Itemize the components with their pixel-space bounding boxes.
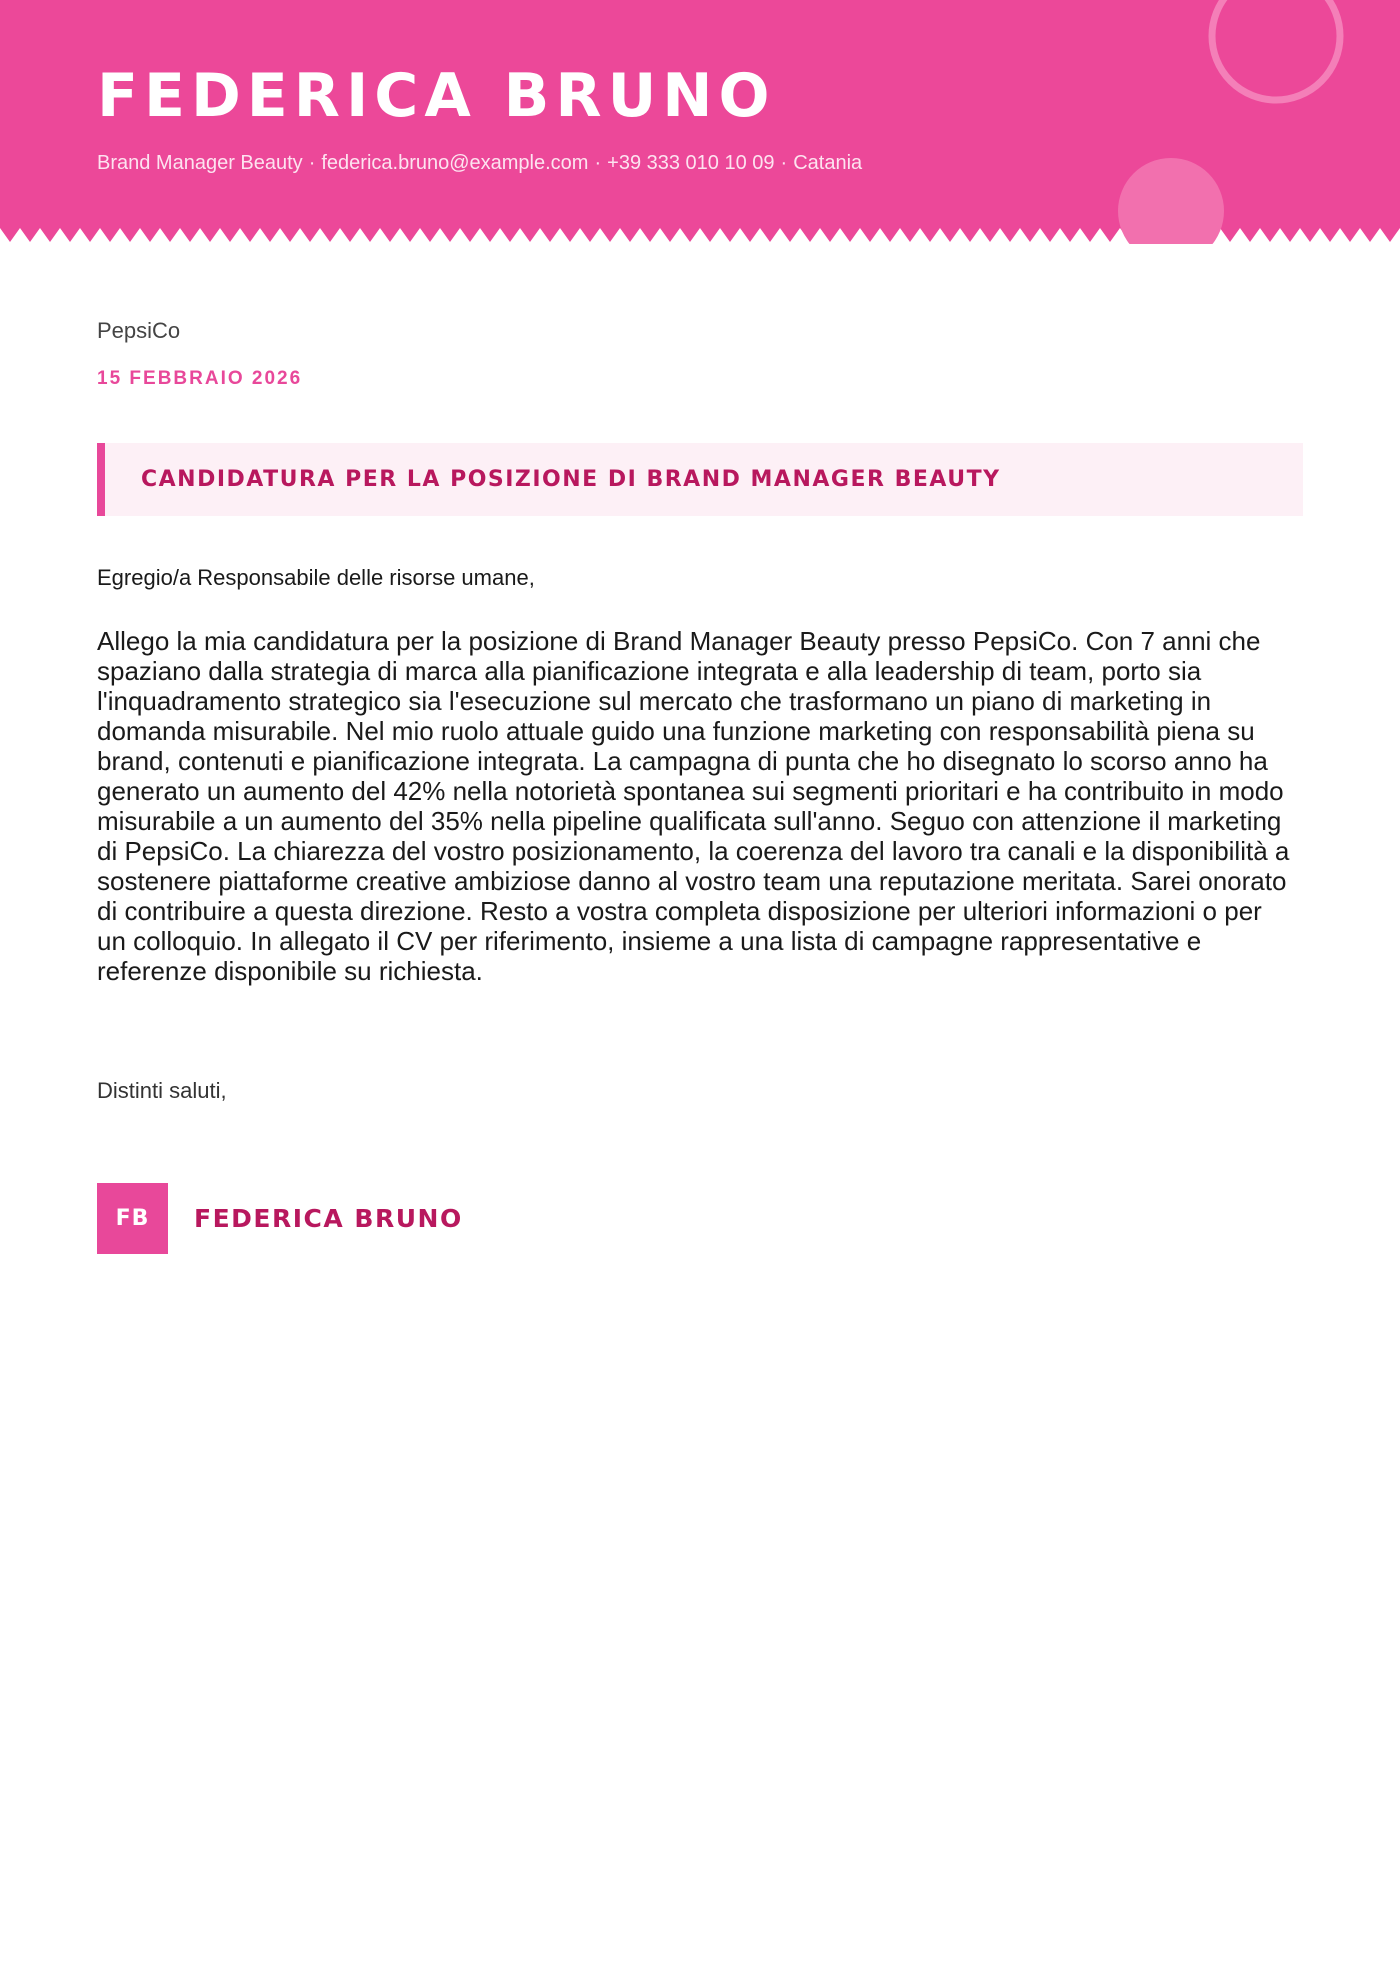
applicant-role: Brand Manager Beauty (97, 152, 303, 174)
contact-line: Brand Manager Beauty · federica.bruno@example.com · +39 333 010 10 09 · Catania (97, 152, 863, 174)
signature-initials-badge: FB (97, 1183, 168, 1254)
applicant-city: Catania (793, 152, 863, 174)
subject-line: CANDIDATURA PER LA POSIZIONE DI BRAND MANAGER BEAUTY (141, 467, 1001, 492)
letterhead (0, 0, 1400, 244)
salutation: Egregio/a Responsabile delle risorse umane, (97, 565, 535, 590)
applicant-phone[interactable]: +39 333 010 10 09 (607, 152, 775, 174)
closing: Distinti saluti, (97, 1078, 227, 1103)
letter-date: 15 FEBBRAIO 2026 (97, 368, 303, 389)
applicant-name: FEDERICA BRUNO (97, 61, 776, 131)
letter-body: Allego la mia candidatura per la posizione di Brand Manager Beauty presso PepsiCo. Con 7 anni che spaziano dalla strategia di marca alla pianificazione integrata e alla leadership di team, porto sia l'inquadramento strategico sia l'esecuzione sul mercato che trasformano un piano di marketing in domanda misurabile. Nel mio ruolo attuale guido una funzione marketing con responsabilità piena su brand, contenuti e pianificazione integrata. La campagna di punta che ho disegnato lo scorso anno ha generato un aumento del 42% nella notorietà spontanea sui segmenti prioritari e ha contribuito in modo misurabile a un aumento del 35% nella pipeline qualificata sull'anno. Seguo con attenzione il marketing di PepsiCo. La chiarezza del vostro posizionamento, la coerenza del lavoro tra canali e la disponibilità a sostenere piattaforme creative ambiziose danno al vostro team una reputazione meritata. Sarei onorato di contribuire a questa direzione. Resto a vostra completa disposizione per ulteriori informazioni o per un colloquio. In allegato il CV per riferimento, insieme a una lista di campagne rappresentative e referenze disponibile su richiesta. (97, 626, 1290, 986)
applicant-email[interactable]: federica.bruno@example.com (321, 152, 589, 174)
signature-name: FEDERICA BRUNO (194, 1204, 463, 1233)
subject-block (97, 443, 1303, 516)
recipient-company: PepsiCo (97, 318, 181, 343)
